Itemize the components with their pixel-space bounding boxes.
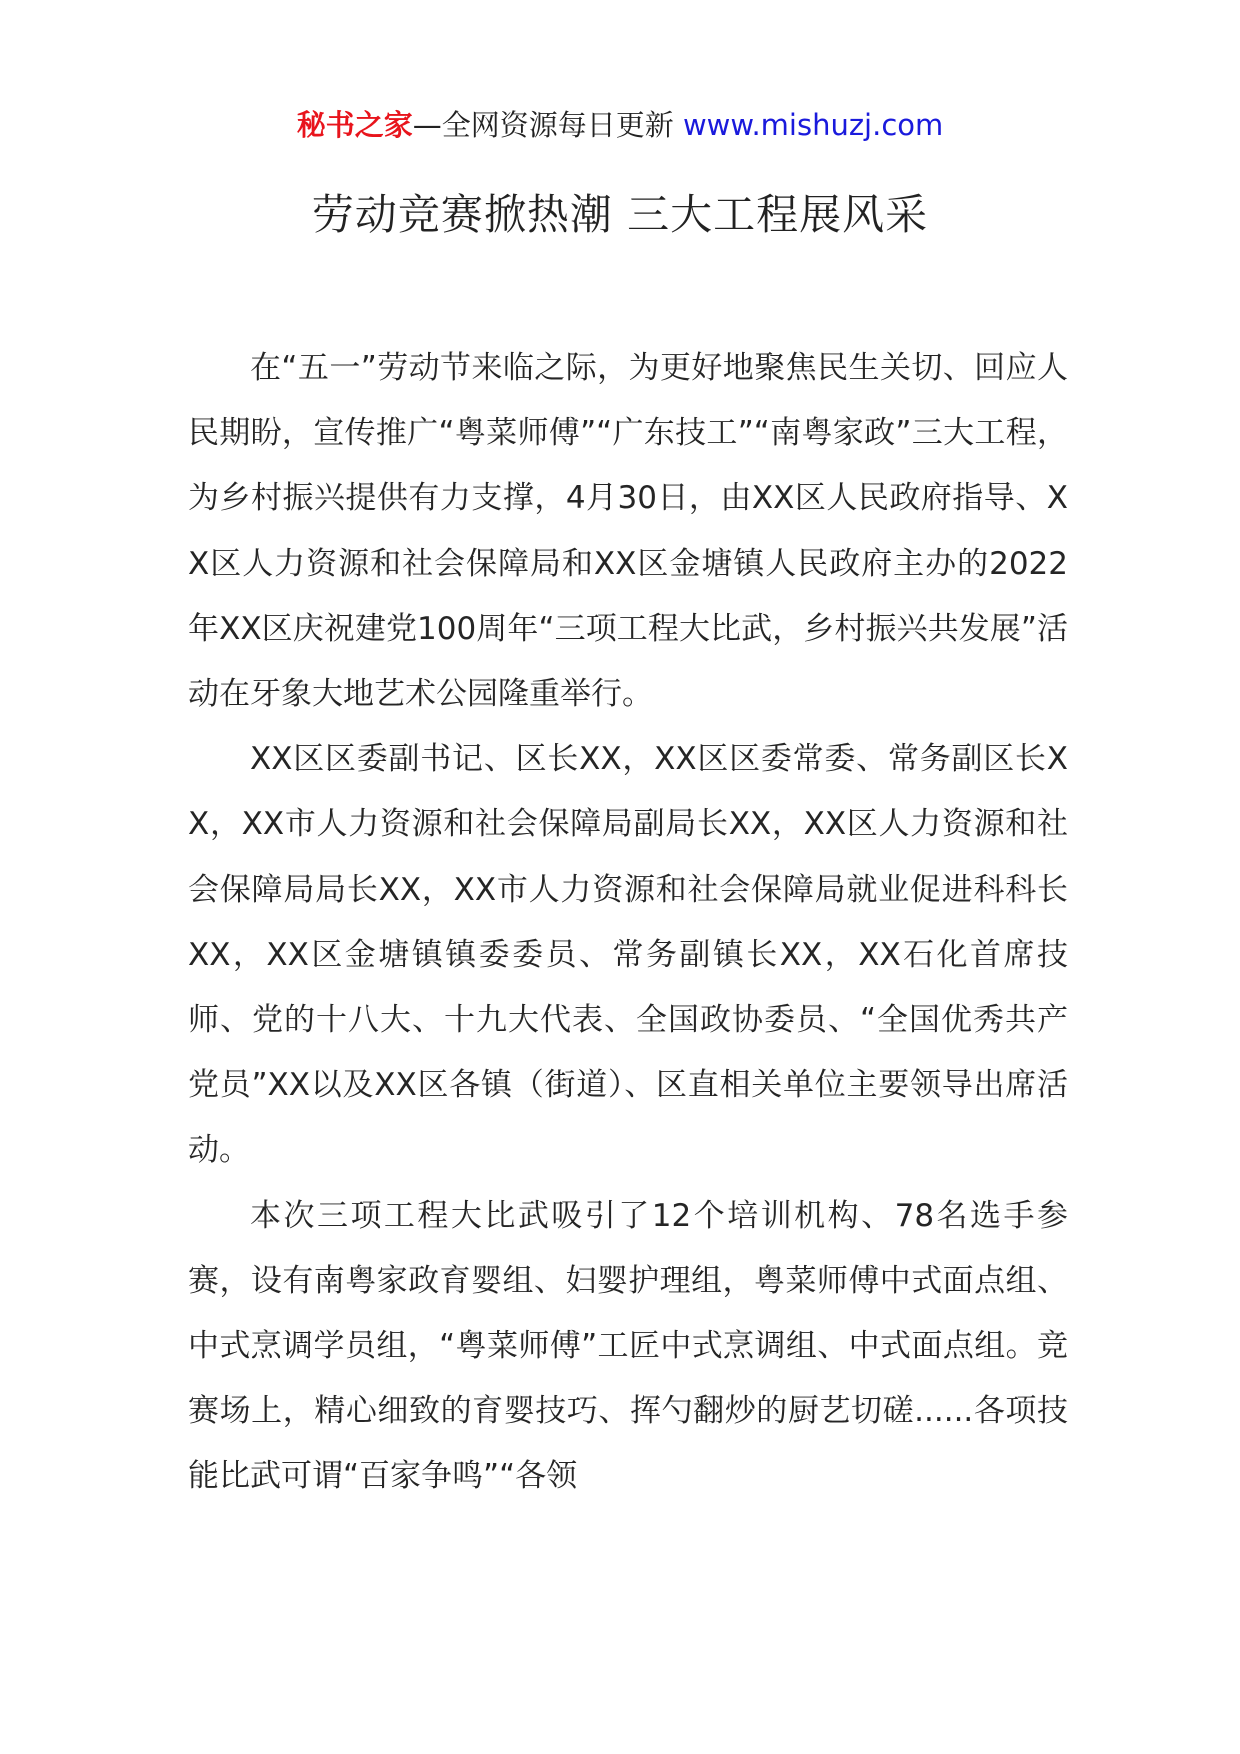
document-body xyxy=(188,336,1068,1510)
paragraph-2: XX区区委副书记、区长XX，XX区区委常委、常务副区长XX，XX市人力资源和社会保障局副局长XX，XX区人力资源和社会保障局局长XX，XX市人力资源和社会保障局就业促进科科长XX，XX区金塘镇镇委委员、常务副镇长XX，XX石化首席技师、党的十八大、十九大代表、全国政协委员、“全国优秀共产党员”XX以及XX区各镇（街道）、区直相关单位主要领导出席活动。 xyxy=(188,741,1068,1169)
site-brand: 秘书之家 xyxy=(296,108,413,142)
site-tagline: —全网资源每日更新 xyxy=(412,108,674,142)
document-title: 劳动竞赛掀热潮 三大工程展风采 xyxy=(311,190,929,239)
site-url-link[interactable]: www.mishuzj.com xyxy=(682,108,944,142)
paragraph-1: 在“五一”劳动节来临之际，为更好地聚焦民生关切、回应人民期盼，宣传推广“粤菜师傅”“广东技工”“南粤家政”三大工程，为乡村振兴提供有力支撑，4月30日，由XX区人民政府指导、XX区人力资源和社会保障局和XX区金塘镇人民政府主办的2022年XX区庆祝建党100周年“三项工程大比武，乡村振兴共发展”活动在牙象大地艺术公园隆重举行。 xyxy=(188,350,1068,713)
site-header xyxy=(0,100,1240,150)
paragraph-3: 本次三项工程大比武吸引了12个培训机构、78名选手参赛，设有南粤家政育婴组、妇婴护理组，粤菜师傅中式面点组、中式烹调学员组，“粤菜师傅”工匠中式烹调组、中式面点组。竞赛场上，精心细致的育婴技巧、挥勺翻炒的厨艺切磋......各项技能比武可谓“百家争鸣”“各领 xyxy=(188,1197,1068,1495)
